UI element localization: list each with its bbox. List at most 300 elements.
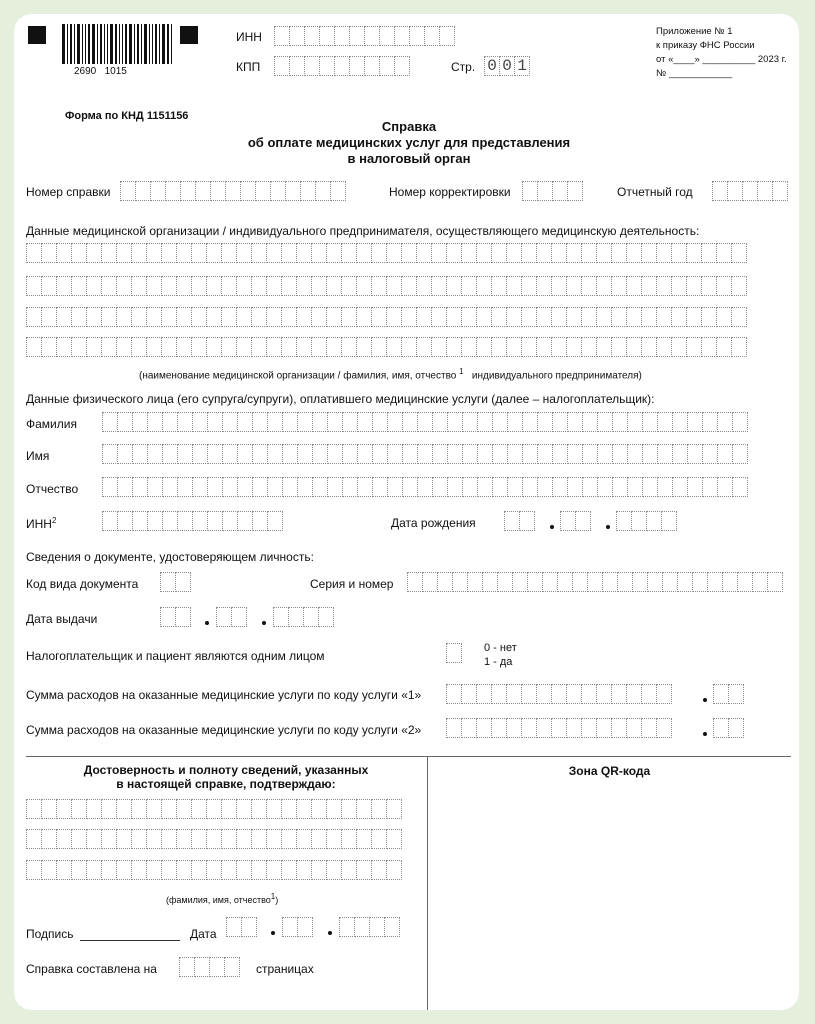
sign-month-cells[interactable] (282, 917, 312, 937)
input-cell[interactable] (179, 957, 195, 977)
issue-month-cells[interactable] (216, 607, 246, 627)
input-cell[interactable] (386, 860, 402, 880)
input-cell[interactable] (752, 572, 768, 592)
input-cell[interactable] (281, 276, 297, 296)
input-cell[interactable] (647, 572, 663, 592)
input-cell[interactable] (497, 572, 513, 592)
input-cell[interactable] (728, 718, 744, 738)
input-cell[interactable] (567, 444, 583, 464)
input-cell[interactable] (612, 477, 628, 497)
input-cell[interactable] (461, 243, 477, 263)
input-cell[interactable] (506, 307, 522, 327)
input-cell[interactable] (296, 276, 312, 296)
input-cell[interactable] (416, 307, 432, 327)
input-cell[interactable] (491, 718, 507, 738)
input-cell[interactable] (191, 307, 207, 327)
input-cell[interactable] (386, 337, 402, 357)
input-cell[interactable] (512, 572, 528, 592)
issue-day-cells[interactable] (160, 607, 190, 627)
input-cell[interactable] (342, 477, 358, 497)
input-cell[interactable] (147, 444, 163, 464)
input-cell[interactable] (772, 181, 788, 201)
input-cell[interactable] (551, 307, 567, 327)
input-cell[interactable] (522, 477, 538, 497)
input-cell[interactable] (417, 412, 433, 432)
input-cell[interactable] (702, 412, 718, 432)
input-cell[interactable] (192, 477, 208, 497)
input-cell[interactable] (431, 276, 447, 296)
input-cell[interactable] (71, 307, 87, 327)
input-cell[interactable] (319, 26, 335, 46)
input-cell[interactable] (267, 444, 283, 464)
birth-year-cells[interactable] (616, 511, 676, 531)
input-cell[interactable] (236, 799, 252, 819)
input-cell[interactable] (446, 643, 462, 663)
input-cell[interactable] (131, 337, 147, 357)
input-cell[interactable] (387, 444, 403, 464)
input-cell[interactable] (581, 307, 597, 327)
input-cell[interactable] (416, 276, 432, 296)
input-cell[interactable] (401, 243, 417, 263)
input-cell[interactable] (176, 860, 192, 880)
input-cell[interactable] (521, 243, 537, 263)
input-cell[interactable] (26, 860, 42, 880)
input-cell[interactable] (492, 477, 508, 497)
input-cell[interactable] (409, 26, 425, 46)
confirm-fio-row-2[interactable] (26, 829, 401, 849)
input-cell[interactable] (402, 444, 418, 464)
input-cell[interactable] (26, 307, 42, 327)
input-cell[interactable] (162, 412, 178, 432)
input-cell[interactable] (642, 444, 658, 464)
input-cell[interactable] (702, 477, 718, 497)
input-cell[interactable] (581, 684, 597, 704)
input-cell[interactable] (627, 444, 643, 464)
input-cell[interactable] (491, 307, 507, 327)
input-cell[interactable] (611, 718, 627, 738)
input-cell[interactable] (707, 572, 723, 592)
input-cell[interactable] (536, 243, 552, 263)
input-cell[interactable] (319, 56, 335, 76)
input-cell[interactable] (221, 243, 237, 263)
input-cell[interactable] (757, 181, 773, 201)
input-cell[interactable] (386, 829, 402, 849)
input-cell[interactable] (596, 337, 612, 357)
input-cell[interactable] (626, 276, 642, 296)
input-cell[interactable] (206, 860, 222, 880)
input-cell[interactable] (552, 477, 568, 497)
input-cell[interactable] (476, 684, 492, 704)
input-cell[interactable] (206, 307, 222, 327)
input-cell[interactable] (251, 276, 267, 296)
input-cell[interactable] (146, 337, 162, 357)
input-cell[interactable] (717, 412, 733, 432)
input-cell[interactable] (160, 607, 176, 627)
input-cell[interactable] (101, 276, 117, 296)
input-cell[interactable] (551, 337, 567, 357)
input-cell[interactable] (327, 477, 343, 497)
input-cell[interactable] (251, 337, 267, 357)
input-cell[interactable] (519, 511, 535, 531)
input-cell[interactable] (165, 181, 181, 201)
input-cell[interactable] (596, 243, 612, 263)
input-cell[interactable] (281, 307, 297, 327)
input-cell[interactable] (626, 243, 642, 263)
input-cell[interactable] (41, 307, 57, 327)
input-cell[interactable] (26, 829, 42, 849)
input-cell[interactable] (566, 276, 582, 296)
input-cell[interactable] (432, 412, 448, 432)
org-name-row-3[interactable] (26, 307, 746, 327)
pages-count-cells[interactable] (179, 957, 239, 977)
input-cell[interactable] (461, 684, 477, 704)
input-cell[interactable] (236, 829, 252, 849)
input-cell[interactable] (521, 684, 537, 704)
input-cell[interactable] (631, 511, 647, 531)
input-cell[interactable] (657, 477, 673, 497)
input-cell[interactable] (116, 243, 132, 263)
input-cell[interactable] (732, 444, 748, 464)
input-cell[interactable] (476, 307, 492, 327)
input-cell[interactable] (192, 444, 208, 464)
input-cell[interactable] (71, 243, 87, 263)
input-cell[interactable] (581, 718, 597, 738)
input-cell[interactable] (161, 243, 177, 263)
input-cell[interactable] (402, 412, 418, 432)
input-cell[interactable] (422, 572, 438, 592)
input-cell[interactable] (686, 337, 702, 357)
input-cell[interactable] (712, 181, 728, 201)
input-cell[interactable] (386, 307, 402, 327)
input-cell[interactable] (424, 26, 440, 46)
input-cell[interactable] (632, 572, 648, 592)
input-cell[interactable] (116, 307, 132, 327)
input-cell[interactable] (192, 412, 208, 432)
input-cell[interactable] (431, 337, 447, 357)
input-cell[interactable] (661, 511, 677, 531)
input-cell[interactable] (371, 243, 387, 263)
input-cell[interactable] (222, 444, 238, 464)
input-cell[interactable] (267, 412, 283, 432)
input-cell[interactable] (656, 684, 672, 704)
input-cell[interactable] (146, 860, 162, 880)
org-name-row-1[interactable] (26, 243, 746, 263)
input-cell[interactable] (566, 718, 582, 738)
input-cell[interactable] (252, 444, 268, 464)
input-cell[interactable] (582, 444, 598, 464)
confirm-fio-row-3[interactable] (26, 860, 401, 880)
input-cell[interactable] (26, 799, 42, 819)
input-cell[interactable] (357, 412, 373, 432)
input-cell[interactable] (507, 412, 523, 432)
input-cell[interactable] (716, 243, 732, 263)
org-name-row-4[interactable] (26, 337, 746, 357)
input-cell[interactable] (341, 860, 357, 880)
input-cell[interactable] (596, 307, 612, 327)
input-cell[interactable] (656, 337, 672, 357)
input-cell[interactable] (686, 307, 702, 327)
input-cell[interactable] (341, 276, 357, 296)
input-cell[interactable] (611, 276, 627, 296)
input-cell[interactable] (303, 607, 319, 627)
input-cell[interactable] (312, 477, 328, 497)
input-cell[interactable] (334, 26, 350, 46)
input-cell[interactable] (117, 444, 133, 464)
report-year-cells[interactable] (712, 181, 787, 201)
input-cell[interactable] (716, 307, 732, 327)
input-cell[interactable] (656, 243, 672, 263)
input-cell[interactable] (162, 444, 178, 464)
input-cell[interactable] (387, 412, 403, 432)
input-cell[interactable] (417, 444, 433, 464)
input-cell[interactable] (357, 444, 373, 464)
input-cell[interactable] (492, 412, 508, 432)
input-cell[interactable] (207, 412, 223, 432)
input-cell[interactable] (339, 917, 355, 937)
input-cell[interactable] (702, 444, 718, 464)
input-cell[interactable] (717, 477, 733, 497)
input-cell[interactable] (626, 718, 642, 738)
input-cell[interactable] (282, 477, 298, 497)
input-cell[interactable] (273, 607, 289, 627)
input-cell[interactable] (527, 572, 543, 592)
input-cell[interactable] (341, 829, 357, 849)
input-cell[interactable] (687, 444, 703, 464)
patronymic-cells[interactable] (102, 477, 747, 497)
org-name-row-2[interactable] (26, 276, 746, 296)
input-cell[interactable] (116, 337, 132, 357)
input-cell[interactable] (686, 276, 702, 296)
input-cell[interactable] (102, 511, 118, 531)
input-cell[interactable] (641, 243, 657, 263)
input-cell[interactable] (522, 412, 538, 432)
input-cell[interactable] (401, 276, 417, 296)
input-cell[interactable] (296, 860, 312, 880)
input-cell[interactable] (671, 307, 687, 327)
input-cell[interactable] (567, 477, 583, 497)
input-cell[interactable] (240, 181, 256, 201)
input-cell[interactable] (132, 511, 148, 531)
input-cell[interactable] (401, 337, 417, 357)
input-cell[interactable] (237, 511, 253, 531)
input-cell[interactable] (296, 337, 312, 357)
input-cell[interactable] (477, 444, 493, 464)
input-cell[interactable] (356, 243, 372, 263)
input-cell[interactable] (297, 412, 313, 432)
input-cell[interactable] (161, 829, 177, 849)
input-cell[interactable] (26, 337, 42, 357)
sum2-rubles-cells[interactable] (446, 718, 671, 738)
input-cell[interactable] (364, 26, 380, 46)
input-cell[interactable] (507, 477, 523, 497)
input-cell[interactable] (446, 243, 462, 263)
input-cell[interactable] (657, 412, 673, 432)
input-cell[interactable] (207, 477, 223, 497)
input-cell[interactable] (602, 572, 618, 592)
input-cell[interactable] (237, 444, 253, 464)
input-cell[interactable] (206, 799, 222, 819)
input-cell[interactable] (642, 477, 658, 497)
input-cell[interactable] (71, 860, 87, 880)
input-cell[interactable] (342, 412, 358, 432)
input-cell[interactable] (101, 860, 117, 880)
input-cell[interactable] (611, 684, 627, 704)
input-cell[interactable] (231, 607, 247, 627)
input-cell[interactable] (236, 276, 252, 296)
input-cell[interactable] (731, 243, 747, 263)
input-cell[interactable] (641, 337, 657, 357)
input-cell[interactable] (266, 276, 282, 296)
input-cell[interactable] (477, 477, 493, 497)
input-cell[interactable] (56, 860, 72, 880)
input-cell[interactable] (476, 718, 492, 738)
input-cell[interactable] (116, 799, 132, 819)
input-cell[interactable] (401, 307, 417, 327)
input-cell[interactable] (252, 477, 268, 497)
input-cell[interactable] (311, 243, 327, 263)
input-cell[interactable] (462, 412, 478, 432)
input-cell[interactable] (86, 829, 102, 849)
input-cell[interactable] (221, 860, 237, 880)
input-cell[interactable] (281, 243, 297, 263)
input-cell[interactable] (386, 243, 402, 263)
input-cell[interactable] (356, 276, 372, 296)
input-cell[interactable] (431, 307, 447, 327)
input-cell[interactable] (432, 477, 448, 497)
input-cell[interactable] (387, 477, 403, 497)
input-cell[interactable] (311, 799, 327, 819)
input-cell[interactable] (285, 181, 301, 201)
input-cell[interactable] (71, 337, 87, 357)
input-cell[interactable] (304, 56, 320, 76)
input-cell[interactable] (477, 412, 493, 432)
input-cell[interactable] (161, 860, 177, 880)
input-cell[interactable] (372, 412, 388, 432)
input-cell[interactable] (132, 412, 148, 432)
input-cell[interactable] (326, 243, 342, 263)
input-cell[interactable] (266, 860, 282, 880)
input-cell[interactable] (191, 337, 207, 357)
input-cell[interactable] (476, 276, 492, 296)
input-cell[interactable] (251, 829, 267, 849)
input-cell[interactable] (101, 337, 117, 357)
input-cell[interactable] (394, 56, 410, 76)
input-cell[interactable] (582, 412, 598, 432)
input-cell[interactable] (176, 829, 192, 849)
input-cell[interactable] (251, 860, 267, 880)
surname-cells[interactable] (102, 412, 747, 432)
input-cell[interactable] (677, 572, 693, 592)
input-cell[interactable] (491, 337, 507, 357)
input-cell[interactable] (162, 511, 178, 531)
input-cell[interactable] (191, 860, 207, 880)
input-cell[interactable] (56, 243, 72, 263)
input-cell[interactable] (131, 307, 147, 327)
input-cell[interactable] (146, 276, 162, 296)
input-cell[interactable] (394, 26, 410, 46)
input-cell[interactable] (522, 444, 538, 464)
input-cell[interactable] (132, 477, 148, 497)
input-cell[interactable] (356, 337, 372, 357)
input-cell[interactable] (407, 572, 423, 592)
input-cell[interactable] (662, 572, 678, 592)
input-cell[interactable] (147, 412, 163, 432)
input-cell[interactable] (176, 243, 192, 263)
input-cell[interactable] (270, 181, 286, 201)
issue-year-cells[interactable] (273, 607, 333, 627)
sign-day-cells[interactable] (226, 917, 256, 937)
input-cell[interactable] (56, 307, 72, 327)
input-cell[interactable] (225, 181, 241, 201)
input-cell[interactable] (671, 276, 687, 296)
input-cell[interactable] (641, 307, 657, 327)
input-cell[interactable] (281, 799, 297, 819)
input-cell[interactable] (311, 860, 327, 880)
input-cell[interactable] (318, 607, 334, 627)
input-cell[interactable] (236, 337, 252, 357)
inn-cells[interactable] (274, 26, 454, 46)
input-cell[interactable] (701, 307, 717, 327)
input-cell[interactable] (161, 307, 177, 327)
input-cell[interactable] (330, 181, 346, 201)
input-cell[interactable] (701, 243, 717, 263)
input-cell[interactable] (716, 276, 732, 296)
input-cell[interactable] (597, 444, 613, 464)
input-cell[interactable] (491, 243, 507, 263)
input-cell[interactable] (297, 444, 313, 464)
input-cell[interactable] (717, 444, 733, 464)
input-cell[interactable] (384, 917, 400, 937)
sum2-kopecks-cells[interactable] (713, 718, 743, 738)
input-cell[interactable] (315, 181, 331, 201)
input-cell[interactable] (297, 477, 313, 497)
input-cell[interactable] (296, 829, 312, 849)
input-cell[interactable] (311, 337, 327, 357)
input-cell[interactable] (226, 917, 242, 937)
input-cell[interactable] (26, 243, 42, 263)
input-cell[interactable] (416, 243, 432, 263)
input-cell[interactable] (371, 860, 387, 880)
input-cell[interactable] (117, 511, 133, 531)
name-cells[interactable] (102, 444, 747, 464)
input-cell[interactable] (687, 412, 703, 432)
input-cell[interactable] (267, 477, 283, 497)
input-cell[interactable] (626, 684, 642, 704)
input-cell[interactable] (146, 799, 162, 819)
input-cell[interactable] (221, 829, 237, 849)
input-cell[interactable] (627, 477, 643, 497)
input-cell[interactable] (371, 799, 387, 819)
input-cell[interactable] (26, 276, 42, 296)
input-cell[interactable] (117, 412, 133, 432)
input-cell[interactable] (597, 477, 613, 497)
input-cell[interactable] (506, 718, 522, 738)
input-cell[interactable] (731, 307, 747, 327)
input-cell[interactable] (616, 511, 632, 531)
input-cell[interactable] (727, 181, 743, 201)
input-cell[interactable] (439, 26, 455, 46)
input-cell[interactable] (251, 307, 267, 327)
input-cell[interactable] (371, 829, 387, 849)
input-cell[interactable] (312, 444, 328, 464)
input-cell[interactable] (742, 181, 758, 201)
input-cell[interactable] (177, 511, 193, 531)
input-cell[interactable] (542, 572, 558, 592)
input-cell[interactable] (617, 572, 633, 592)
input-cell[interactable] (177, 477, 193, 497)
birth-day-cells[interactable] (504, 511, 534, 531)
input-cell[interactable] (671, 243, 687, 263)
